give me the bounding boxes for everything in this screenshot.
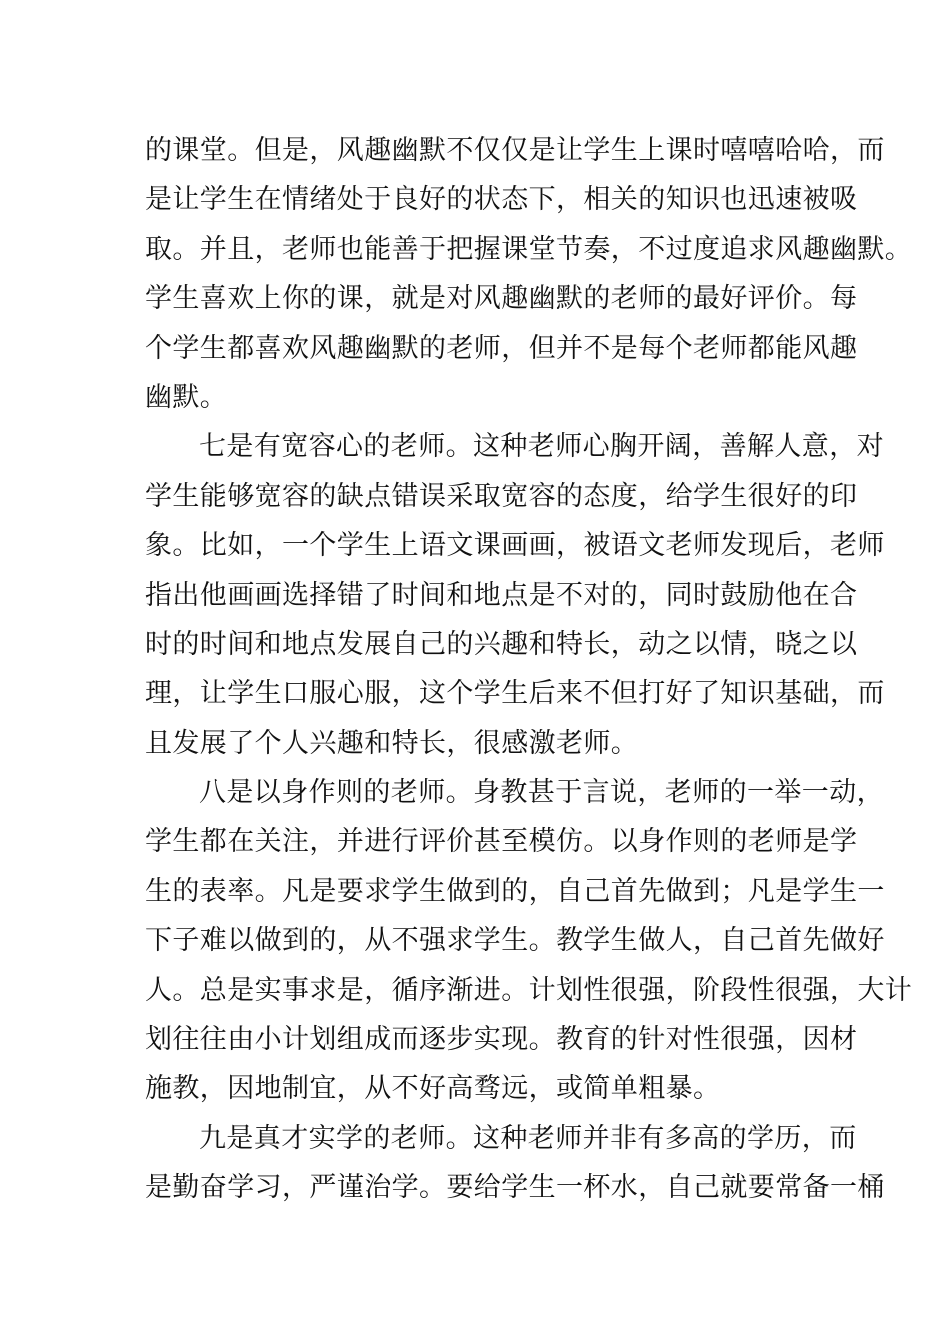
text-line: 生的表率。凡是要求学生做到的，自己首先做到；凡是学生一 — [145, 875, 885, 907]
text-line: 象。比如，一个学生上语文课画画，被语文老师发现后，老师 — [145, 530, 885, 562]
text-line: 的课堂。但是，风趣幽默不仅仅是让学生上课时嘻嘻哈哈，而 — [145, 135, 885, 166]
text-line: 是让学生在情绪处于良好的状态下，相关的知识也迅速被吸 — [145, 184, 858, 216]
text-line: 时的时间和地点发展自己的兴趣和特长，动之以情，晓之以 — [145, 628, 858, 660]
text-line: 八是以身作则的老师。身教甚于言说，老师的一举一动， — [199, 777, 884, 809]
text-line: 施教，因地制宜，从不好高骛远，或简单粗暴。 — [145, 1073, 721, 1105]
body-text — [145, 126, 913, 1213]
text-line: 学生喜欢上你的课，就是对风趣幽默的老师的最好评价。每 — [145, 283, 858, 315]
text-line: 个学生都喜欢风趣幽默的老师，但并不是每个老师都能风趣 — [145, 332, 858, 364]
text-line: 幽默。 — [145, 381, 228, 413]
text-line: 且发展了个人兴趣和特长，很感激老师。 — [145, 727, 639, 759]
text-line: 是勤奋学习，严谨治学。要给学生一杯水，自己就要常备一桶 — [145, 1172, 885, 1204]
text-line: 九是真才实学的老师。这种老师并非有多高的学历，而 — [199, 1122, 857, 1154]
text-line: 下子难以做到的，从不强求学生。教学生做人，自己首先做好 — [145, 925, 885, 957]
text-line: 学生能够宽容的缺点错误采取宽容的态度，给学生很好的印 — [145, 480, 858, 512]
text-line: 理，让学生口服心服，这个学生后来不但打好了知识基础，而 — [145, 678, 885, 710]
text-line: 学生都在关注，并进行评价甚至模仿。以身作则的老师是学 — [145, 826, 858, 858]
text-line: 取。并且，老师也能善于把握课堂节奏，不过度追求风趣幽默。 — [145, 233, 913, 265]
text-line: 指出他画画选择错了时间和地点是不对的，同时鼓励他在合 — [145, 579, 858, 611]
text-line: 人。总是实事求是，循序渐进。计划性很强，阶段性很强，大计 — [145, 974, 913, 1006]
text-line: 划往往由小计划组成而逐步实现。教育的针对性很强，因材 — [145, 1024, 858, 1056]
text-line: 七是有宽容心的老师。这种老师心胸开阔，善解人意，对 — [199, 431, 884, 463]
